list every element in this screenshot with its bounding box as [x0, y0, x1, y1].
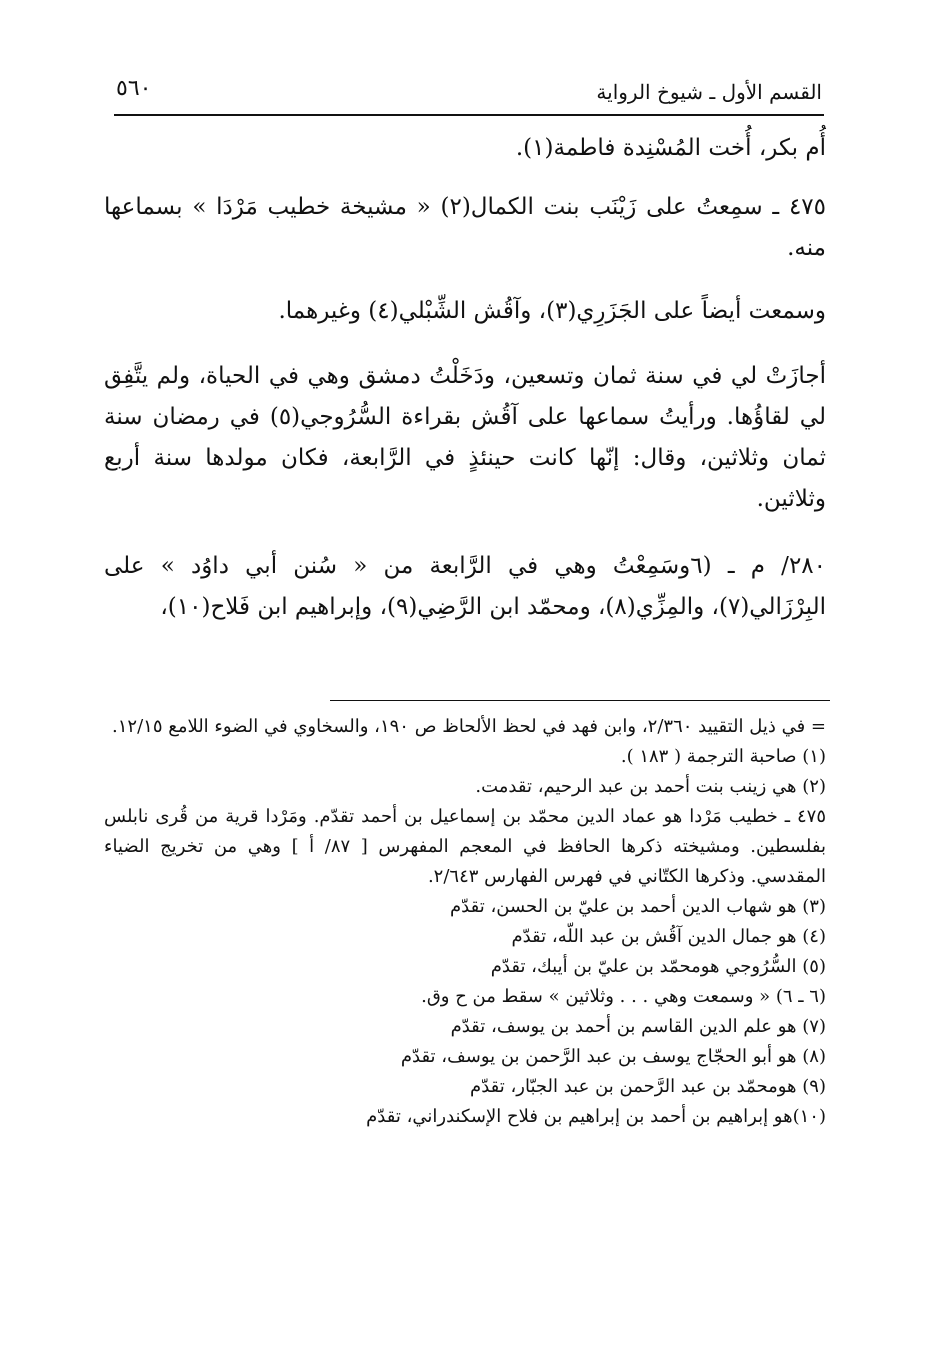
- paragraph-1: أُم بكر، أُخت المُسْنِدة فاطمة(١).: [515, 135, 826, 161]
- footnote-9: (٩) هومحمّد بن عبد الرَّحمن بن عبد الجبّار، تقدّم: [470, 1076, 826, 1097]
- main-text: [104, 128, 826, 628]
- footnote-8: (٨) هو أبو الحجّاج يوسف بن عبد الرَّحمن بن يوسف، تقدّم: [400, 1046, 826, 1067]
- entry-280: ٢٨٠/ م ـ (٦وسَمِعْتُ وهي في الرَّابعة من « سُنن أبي داوُد » على البِرْزَالي(٧)، والمِزِّي(٨)، ومحمّد ابن الرَّضِي(٩)، وإبراهيم ابن فَلاح(١٠)،: [104, 553, 826, 620]
- section-title: القسم الأول ـ شيوخ الرواية: [596, 80, 822, 104]
- running-header: [114, 70, 824, 116]
- entry-475: ٤٧٥ ـ سمِعتُ على زَيْنَب بنت الكمال(٢) « مشيخة خطيب مَرْدَا » بسماعها منه.: [104, 194, 826, 261]
- paragraph-4: أجازَتْ لي في سنة ثمان وتسعين، ودَخَلْتُ دمشق وهي في الحياة، ولم يتَّفِق لي لقاؤُها. ورأيتُ سماعها على آقُش بقراءة السُّرُوجي(٥) في رمضان سنة ثمان وثلاثين، وقال: إنّها كانت حينئذٍ في الرَّابعة، فكان مولدها سنة أربع وثلاثين.: [104, 363, 826, 512]
- footnote-continuation: = في ذيل التقييد ٢/٣٦٠، وابن فهد في لحظ الألحاظ ص ١٩٠، والسخاوي في الضوء اللامع ١٢/١٥.: [112, 716, 826, 737]
- footnote-7: (٧) هو علم الدين القاسم بن أحمد بن يوسف، تقدّم: [450, 1016, 826, 1037]
- paragraph-3: وسمعت أيضاً على الجَزَرِي(٣)، وآقُش الشِّبْلي(٤) وغيرهما.: [278, 298, 826, 324]
- page-number: ٥٦٠: [116, 76, 152, 101]
- footnote-6: (٦ ـ ٦) « وسمعت وهي . . . وثلاثين » سقط من ح وق.: [421, 986, 826, 1007]
- footnotes: [104, 712, 826, 1132]
- footnote-5: (٥) السُّرُوجي هومحمّد بن عليّ بن أيبك، تقدّم: [490, 956, 826, 977]
- footnote-2: (٢) هي زينب بنت أحمد بن عبد الرحيم، تقدمت.: [475, 776, 826, 797]
- footnote-10: (١٠)هو إبراهيم بن أحمد بن إبراهيم بن فلاح الإسكندراني، تقدّم: [366, 1106, 826, 1127]
- footnote-1: (١) صاحبة الترجمة ( ١٨٣ ).: [620, 746, 826, 767]
- footnote-4: (٤) هو جمال الدين آقُش بن عبد اللّه، تقدّم: [511, 926, 826, 947]
- footnote-divider: [330, 700, 830, 701]
- footnote-3: (٣) هو شهاب الدين أحمد بن عليّ بن الحسن، تقدّم: [450, 896, 826, 917]
- footnote-475: ٤٧٥ ـ خطيب مَرْدا هو عماد الدين محمّد بن إسماعيل بن أحمد تقدّم. ومَرْدا قرية من قُرى نابلس بفلسطين. ومشيخته ذكرها الحافظ في المعجم المفهرس [ ٨٧/ أ ] وهي من تخريج الضياء المقدسي. وذكرها الكتّاني في فهرس الفهارس ٢/٦٤٣.: [104, 806, 826, 887]
